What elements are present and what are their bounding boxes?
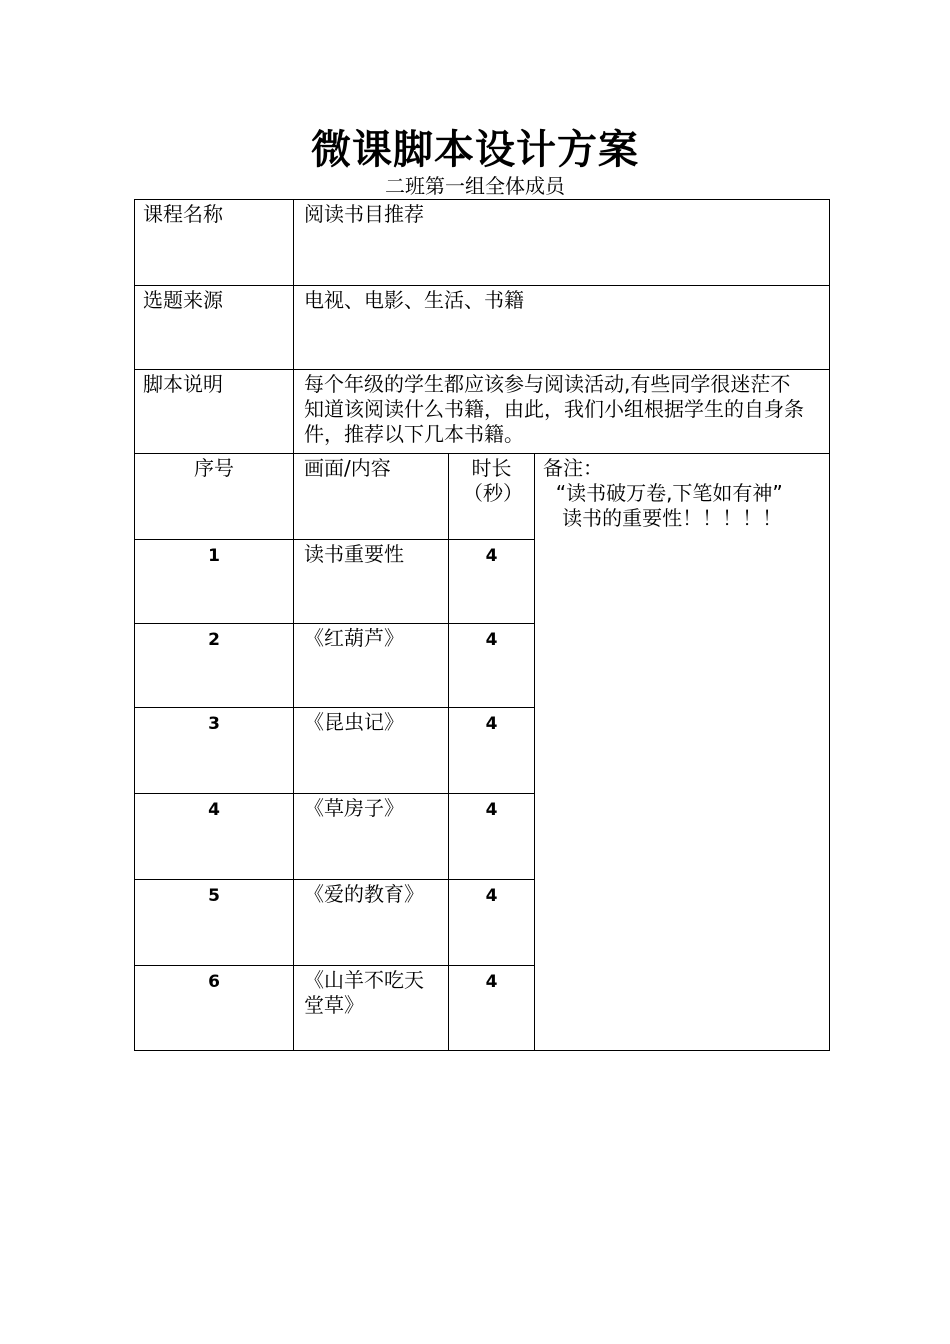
row-duration: 4 <box>449 540 535 624</box>
row-content: 《草房子》 <box>294 794 449 880</box>
remarks-cell <box>535 454 830 1051</box>
row-duration: 4 <box>449 794 535 880</box>
script-table <box>134 199 830 1051</box>
source-row <box>135 286 830 370</box>
script-row <box>135 370 830 454</box>
remarks-note: 读书的重要性！！！！！ <box>543 506 783 530</box>
course-label: 课程名称 <box>135 200 294 286</box>
row-content: 《红葫芦》 <box>294 624 449 708</box>
row-number: 4 <box>135 794 294 880</box>
header-duration: 时长（秒） <box>449 454 535 540</box>
row-number: 2 <box>135 624 294 708</box>
header-row <box>135 454 830 540</box>
course-row <box>135 200 830 286</box>
header-content: 画面/内容 <box>294 454 449 540</box>
remarks-quote: “读书破万卷,下笔如有神” <box>543 481 783 505</box>
header-no: 序号 <box>135 454 294 540</box>
row-number: 3 <box>135 708 294 794</box>
row-number: 1 <box>135 540 294 624</box>
script-value: 每个年级的学生都应该参与阅读活动,有些同学很迷茫不知道该阅读什么书籍，由此，我们小组根据学生的自身条件，推荐以下几本书籍。 <box>294 370 830 454</box>
remarks-label: 备注： <box>543 456 603 480</box>
script-label: 脚本说明 <box>135 370 294 454</box>
page-title: 微课脚本设计方案 <box>311 127 639 173</box>
row-content: 《山羊不吃天堂草》 <box>294 966 449 1051</box>
page-subtitle: 二班第一组全体成员 <box>385 174 565 198</box>
row-duration: 4 <box>449 966 535 1051</box>
row-content: 《爱的教育》 <box>294 880 449 966</box>
row-number: 5 <box>135 880 294 966</box>
source-label: 选题来源 <box>135 286 294 370</box>
source-value: 电视、电影、生活、书籍 <box>294 286 830 370</box>
row-number: 6 <box>135 966 294 1051</box>
row-content: 读书重要性 <box>294 540 449 624</box>
course-value: 阅读书目推荐 <box>294 200 830 286</box>
row-duration: 4 <box>449 624 535 708</box>
row-duration: 4 <box>449 708 535 794</box>
row-content: 《昆虫记》 <box>294 708 449 794</box>
row-duration: 4 <box>449 880 535 966</box>
